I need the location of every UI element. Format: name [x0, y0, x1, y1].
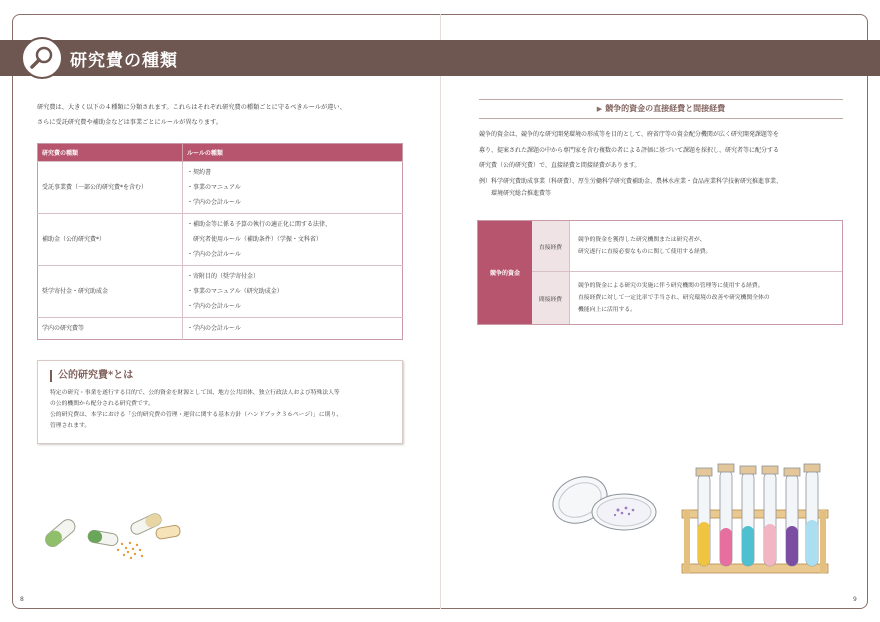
public-fund-box-title: 公的研究費*とは — [50, 370, 133, 382]
rule-item: ・学内の会計ルール — [187, 303, 241, 310]
rules-cell — [183, 318, 403, 340]
box-line: 管理されます。 — [50, 423, 91, 429]
rules-cell — [183, 214, 403, 266]
example-text — [479, 176, 849, 200]
rule-item: ・学内の会計ルール — [187, 325, 241, 332]
rule-item: ・事業のマニュアル — [187, 184, 241, 191]
box-line: 特定の研究・事業を遂行する目的で、公的資金を財源として国、地方公共団体、独立行政法人および特殊法人等 — [50, 390, 340, 396]
section-title — [479, 101, 843, 117]
box-line: の公的機関から配分される研究費です。 — [50, 401, 154, 407]
table-header-row — [38, 144, 403, 162]
rule-item: ・補助金等に係る予算の執行の適正化に関する法律、 — [187, 221, 332, 228]
rules-cell — [183, 266, 403, 318]
page-fold — [440, 14, 441, 609]
rule-item: ・契約書 — [187, 169, 212, 176]
intro-text — [37, 100, 417, 130]
intro-line: さらに受託研究費や補助金などは事業ごとにルールが異なります。 — [37, 119, 223, 126]
section-rule-bottom — [479, 118, 843, 119]
example-line: 例）科学研究費助成事業（科研費）、厚生労働科学研究費補助金、農林水産業・食品産業科学技術研究推進事業、 — [479, 178, 783, 185]
body-line: 競争的資金は、競争的な研究開発環境の形成等を目的として、府省庁等の資金配分機関が広く研究開発課題等を — [479, 131, 779, 138]
section-rule-top — [479, 99, 843, 100]
example-line: 環境研究総合推進費等 — [479, 190, 552, 197]
capsules-illustration — [38, 500, 188, 570]
column-header: 研究費の種類 — [38, 144, 183, 162]
page-number-right: 9 — [853, 596, 857, 603]
rule-item: ・学内の会計ルール — [187, 199, 241, 206]
body-line: 研究費（公的研究費）で、直接経費と間接経費があります。 — [479, 162, 641, 169]
cost-description — [578, 272, 838, 324]
rule-item: 研究者使用ルール（補助条件）（学振・文科省） — [187, 236, 322, 243]
table-row — [532, 272, 842, 324]
fund-type-cell: 奨学寄付金・研究助成金 — [38, 266, 183, 318]
competitive-fund-body — [479, 127, 849, 174]
rule-item: ・学内の会計ルール — [187, 251, 241, 258]
fund-type-cell: 学内の研究費等 — [38, 318, 183, 340]
section-title-text: 競争的資金の直接経費と間接経費 — [605, 104, 726, 113]
cost-label: 間接経費 — [532, 272, 570, 324]
cost-line: 機能向上に活用する。 — [578, 307, 636, 313]
cost-label: 直接経費 — [532, 221, 570, 271]
body-line: 募り、提案された課題の中から専門家を含む複数の者による評価に基づいて課題を採択し、研究者等に配分する — [479, 146, 780, 154]
rule-item: ・寄附目的（奨学寄付金） — [187, 273, 260, 280]
page-title: 研究費の種類 — [70, 51, 178, 71]
intro-line: 研究費は、大きく以下の４種類に分類されます。これらはそれぞれ研究費の種類ごとに守るべきルールが違い、 — [37, 104, 346, 111]
rules-cell — [183, 162, 403, 214]
cost-table — [477, 220, 843, 325]
cost-table-head: 競争的資金 — [478, 221, 532, 324]
table-row — [38, 162, 403, 214]
page-number-left: 8 — [20, 596, 24, 603]
cost-line: 研究遂行に直接必要なものに関して使用する経費。 — [578, 249, 712, 255]
table-row — [38, 266, 403, 318]
table-row — [38, 318, 403, 340]
column-header: ルールの種類 — [183, 144, 403, 162]
table-row — [532, 221, 842, 272]
research-fund-table — [37, 143, 403, 340]
box-line: 公的研究費は、本学における「公的研究費の管理・運営に関する基本方針（ハンドブック３６ページ）」に則り、 — [50, 412, 343, 418]
magnifier-icon — [20, 36, 64, 80]
cost-description — [578, 221, 838, 271]
rule-item: ・事業のマニュアル（研究助成金） — [187, 288, 283, 295]
triangle-icon: ▶ — [596, 105, 603, 113]
test-tubes-illustration — [676, 460, 834, 578]
petri-dish-illustration — [548, 468, 663, 538]
cost-line: 競争的資金を獲得した研究機関または研究者が、 — [578, 237, 706, 243]
public-fund-box-body — [50, 388, 395, 432]
fund-type-cell: 補助金（公的研究費*） — [38, 214, 183, 266]
table-row — [38, 214, 403, 266]
cost-line: 直接経費に対して一定比率で手当され、研究環境の改善や研究機関全体の — [578, 295, 770, 301]
cost-line: 競争的資金による研究の実施に伴う研究機関の管理等に使用する経費。 — [578, 283, 764, 289]
fund-type-cell: 受託事業費（一部公的研究費*を含む） — [38, 162, 183, 214]
public-fund-box — [37, 360, 403, 444]
